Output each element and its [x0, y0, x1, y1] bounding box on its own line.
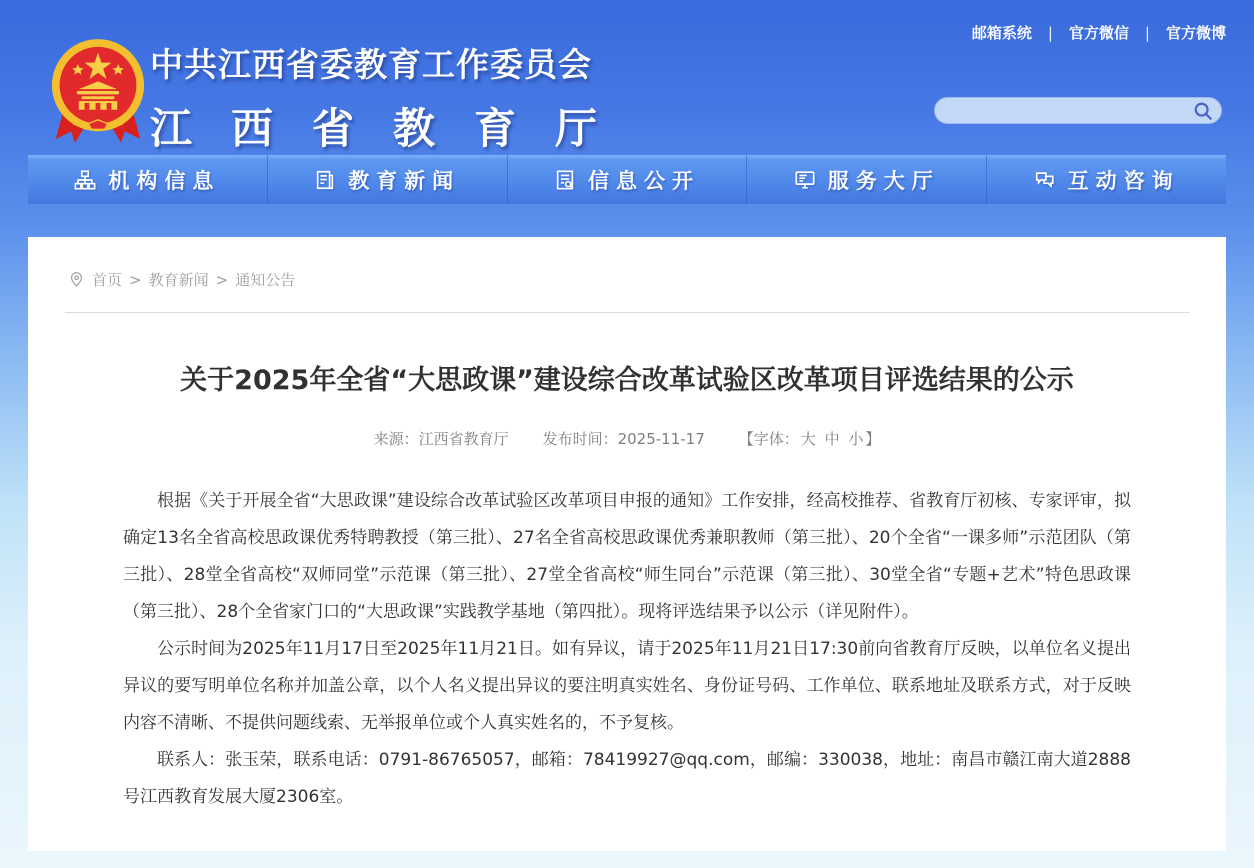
link-official-weibo[interactable]: 官方微博 — [1165, 24, 1226, 42]
font-size-switch — [739, 428, 881, 449]
breadcrumb-separator: > — [215, 270, 229, 289]
location-pin-icon — [68, 271, 85, 288]
site-titles — [150, 39, 597, 156]
nav-item-label: 互动咨询 — [1067, 168, 1180, 193]
article-paragraph: 联系人：张玉荣，联系电话：0791-86765057，邮箱：78419927@qq.com，邮编：330038，地址：南昌市赣江南大道2888号江西教育发展大厦2306室。 — [123, 750, 1131, 807]
article-meta — [123, 428, 1131, 449]
nav-item-label: 教育新闻 — [348, 168, 461, 193]
breadcrumb — [28, 237, 1226, 306]
org-chart-icon — [74, 169, 96, 191]
article-publish-date: 发布时间：2025-11-17 — [542, 430, 705, 448]
breadcrumb-separator: > — [129, 270, 142, 289]
font-size-small-button[interactable]: 小 — [848, 430, 864, 448]
link-separator: | — [1047, 23, 1053, 42]
font-size-large-button[interactable]: 大 — [800, 430, 816, 448]
primary-nav — [28, 155, 1226, 204]
breadcrumb-education-news[interactable]: 教育新闻 — [148, 271, 209, 289]
nav-item-label: 信息公开 — [587, 168, 700, 193]
national-emblem-logo — [50, 35, 146, 151]
font-switch-prefix: 【字体： — [738, 430, 799, 448]
article-body — [123, 483, 1131, 816]
info-disclosure-icon — [554, 169, 576, 191]
font-size-medium-button[interactable]: 中 — [824, 430, 840, 448]
link-mail-system[interactable]: 邮箱系统 — [971, 24, 1032, 42]
search-box[interactable] — [934, 97, 1222, 124]
nav-item-org-info[interactable] — [28, 155, 267, 204]
org-title-line1: 中共江西省委教育工作委员会 — [150, 45, 592, 84]
nav-item-education-news[interactable] — [267, 155, 507, 204]
nav-item-label: 机构信息 — [108, 168, 221, 193]
nav-item-info-disclosure[interactable] — [507, 155, 747, 204]
site-masthead — [28, 25, 1226, 153]
link-separator: | — [1144, 23, 1150, 42]
service-hall-icon — [794, 169, 816, 191]
news-icon — [314, 169, 336, 191]
nav-item-interactive-consult[interactable] — [986, 155, 1226, 204]
content-card — [28, 237, 1226, 851]
article-paragraph: 公示时间为2025年11月17日至2025年11月21日。如有异议，请于2025年11月21日17:30前向省教育厅反映，以单位名义提出异议的要写明单位名称并加盖公章，以个人名义提出异议的要注明真实姓名、身份证号码、工作单位、联系地址及联系方式，对于反映内容不清晰、不提供问题线索、无举报单位或个人真实姓名的，不予复核。 — [123, 639, 1131, 733]
article-source: 来源：江西省教育厅 — [373, 430, 509, 448]
org-title-line2: 江西省教育厅 — [150, 104, 597, 153]
breadcrumb-home[interactable]: 首页 — [92, 271, 123, 289]
search-input[interactable] — [949, 98, 1193, 123]
page-shell — [28, 0, 1226, 851]
article — [28, 313, 1226, 816]
breadcrumb-notices[interactable]: 通知公告 — [235, 271, 296, 289]
search-icon[interactable] — [1193, 101, 1213, 121]
article-title: 关于2025年全省“大思政课”建设综合改革试验区改革项目评选结果的公示 — [180, 365, 1074, 396]
font-switch-suffix: 】 — [865, 430, 881, 448]
link-official-wechat[interactable]: 官方微信 — [1068, 24, 1129, 42]
nav-item-service-hall[interactable] — [746, 155, 986, 204]
article-paragraph: 根据《关于开展全省“大思政课”建设综合改革试验区改革项目申报的通知》工作安排，经高校推荐、省教育厅初核、专家评审，拟确定13名全省高校思政课优秀特聘教授（第三批）、27名全省高校思政课优秀兼职教师（第三批）、20个全省“一课多师”示范团队（第三批）、28堂全省高校“双师同堂”示范课（第三批）、27堂全省高校“师生同台”示范课（第三批）、30堂全省“专题+艺术”特色思政课（第三批）、28个全省家门口的“大思政课”实践教学基地（第四批）。现将评选结果予以公示（详见附件）。 — [123, 491, 1131, 622]
nav-item-label: 服务大厅 — [827, 168, 940, 193]
consult-icon — [1034, 169, 1056, 191]
